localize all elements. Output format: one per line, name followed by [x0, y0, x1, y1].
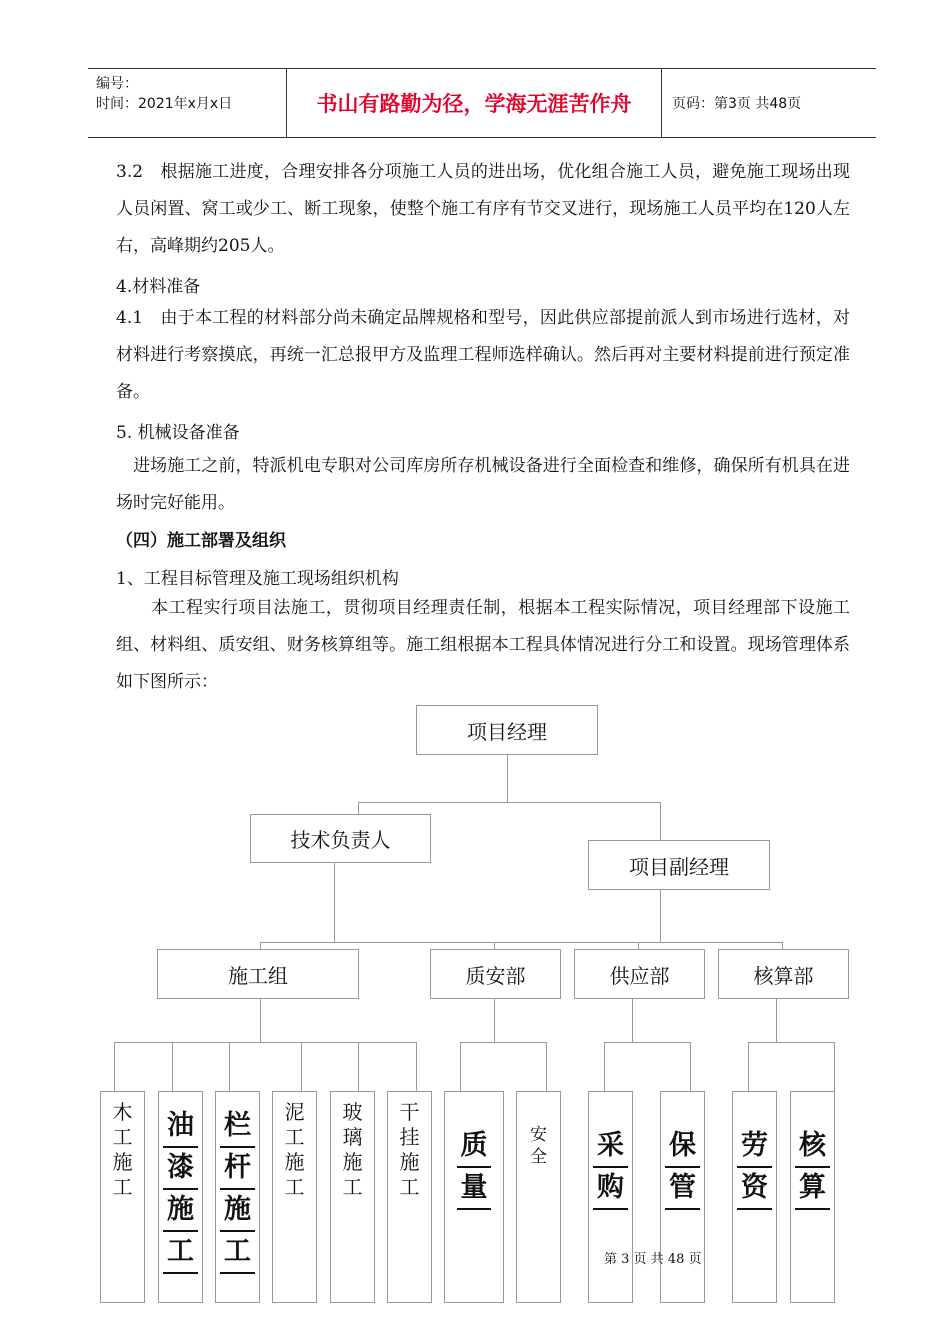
paragraph-4-1: 4.1 由于本工程的材料部分尚未确定品牌规格和型号，因此供应部提前派人到市场进行选材，对材料进行考察摸底，再统一汇总报甲方及监理工程师选样确认。然后再对主要材料提前进行预定准备。	[116, 308, 850, 402]
org-box-quality-safety: 质安部	[430, 949, 561, 999]
connector	[114, 1042, 416, 1043]
char: 油	[163, 1106, 198, 1148]
org-leaf-purchase	[588, 1091, 633, 1303]
char: 施	[220, 1190, 255, 1232]
org-leaf-rail-label	[220, 1106, 255, 1274]
connector	[358, 802, 660, 803]
connector	[172, 1042, 173, 1092]
org-leaf-labor	[732, 1091, 777, 1303]
connector	[229, 1042, 230, 1092]
connector	[358, 802, 359, 814]
char: 工	[163, 1232, 198, 1274]
org-box-manager: 项目经理	[416, 705, 598, 755]
heading-4: 4.材料准备	[116, 277, 201, 297]
char: 漆	[163, 1148, 198, 1190]
org-leaf-hang-label: 干挂施工	[399, 1100, 420, 1199]
connector	[494, 998, 495, 1042]
connector	[632, 998, 633, 1042]
connector	[260, 942, 782, 943]
connector	[460, 1042, 461, 1092]
connector	[660, 802, 661, 840]
char: 工	[220, 1232, 255, 1274]
org-leaf-storage	[660, 1091, 705, 1303]
paragraph-org: 本工程实行项目法施工，贯彻项目经理责任制，根据本工程实际情况，项目经理部下设施工组、材料组、质安组、财务核算组等。施工组根据本工程具体情况进行分工和设置。现场管理体系如下图所示：	[116, 598, 850, 692]
org-leaf-wood-label: 木工施工	[112, 1100, 133, 1199]
char: 保	[665, 1126, 700, 1168]
heading-5: 5. 机械设备准备	[116, 423, 240, 443]
char: 施	[163, 1190, 198, 1232]
connector	[604, 1042, 690, 1043]
connector	[834, 1042, 835, 1092]
header-motto: 书山有路勤为径，学海无涯苦作舟	[286, 69, 662, 137]
org-leaf-glass	[330, 1091, 375, 1303]
header-page-label: 页码：第3页 共48页	[672, 96, 802, 112]
char: 核	[795, 1126, 830, 1168]
char: 管	[665, 1168, 700, 1210]
org-leaf-quality-label	[457, 1126, 491, 1210]
char: 质	[457, 1126, 491, 1168]
connector	[748, 1042, 749, 1092]
connector	[260, 998, 261, 1042]
char: 算	[795, 1168, 830, 1210]
org-leaf-paint	[158, 1091, 203, 1303]
org-leaf-plaster	[272, 1091, 317, 1303]
char: 量	[457, 1168, 491, 1210]
header-meta	[88, 69, 286, 137]
org-leaf-labor-label	[737, 1126, 772, 1210]
connector	[114, 1042, 115, 1092]
org-leaf-paint-label	[163, 1106, 198, 1274]
connector	[301, 1042, 302, 1092]
connector	[748, 1042, 834, 1043]
org-leaf-safety-label: 安全	[530, 1125, 547, 1167]
org-leaf-audit	[790, 1091, 835, 1303]
connector	[690, 1042, 691, 1092]
org-box-construction: 施工组	[157, 949, 359, 999]
connector	[776, 998, 777, 1042]
connector	[546, 1042, 547, 1092]
paragraph-5: 进场施工之前，特派机电专职对公司库房所存机械设备进行全面检查和维修，确保所有机具在进场时完好能用。	[116, 456, 850, 513]
char: 劳	[737, 1126, 772, 1168]
org-box-tech-lead: 技术负责人	[250, 814, 431, 863]
org-leaf-storage-label	[665, 1126, 700, 1210]
page-footer: 第 3 页 共 48 页	[604, 1252, 702, 1267]
org-leaf-rail	[215, 1091, 260, 1303]
org-box-accounting: 核算部	[718, 949, 849, 999]
char: 杆	[220, 1148, 255, 1190]
org-leaf-glass-label: 玻璃施工	[342, 1100, 363, 1199]
org-leaf-quality	[444, 1091, 504, 1303]
org-leaf-safety	[516, 1091, 561, 1303]
page-header	[88, 68, 876, 138]
connector	[460, 1042, 546, 1043]
connector	[334, 862, 335, 942]
connector	[416, 1042, 417, 1092]
org-leaf-plaster-label: 泥工施工	[284, 1100, 305, 1199]
heading-1: 1、工程目标管理及施工现场组织机构	[116, 569, 399, 589]
section-heading: （四）施工部署及组织	[116, 531, 286, 551]
char: 购	[593, 1168, 628, 1210]
number-label: 编号：	[96, 76, 138, 92]
time-label: 时间：2021年x月x日	[96, 96, 233, 112]
org-leaf-audit-label	[795, 1126, 830, 1210]
org-leaf-wood	[100, 1091, 145, 1303]
org-box-supply: 供应部	[574, 949, 705, 999]
connector	[358, 1042, 359, 1092]
org-box-deputy: 项目副经理	[588, 840, 770, 890]
connector	[604, 1042, 605, 1092]
org-leaf-hang	[387, 1091, 432, 1303]
char: 资	[737, 1168, 772, 1210]
char: 栏	[220, 1106, 255, 1148]
char: 采	[593, 1126, 628, 1168]
connector	[507, 754, 508, 802]
paragraph-3-2: 3.2 根据施工进度，合理安排各分项施工人员的进出场，优化组合施工人员，避免施工现场出现人员闲置、窝工或少工、断工现象，使整个施工有序有节交叉进行，现场施工人员平均在120人左右，高峰期约205人。	[116, 162, 850, 256]
connector	[660, 889, 661, 942]
org-leaf-purchase-label	[593, 1126, 628, 1210]
